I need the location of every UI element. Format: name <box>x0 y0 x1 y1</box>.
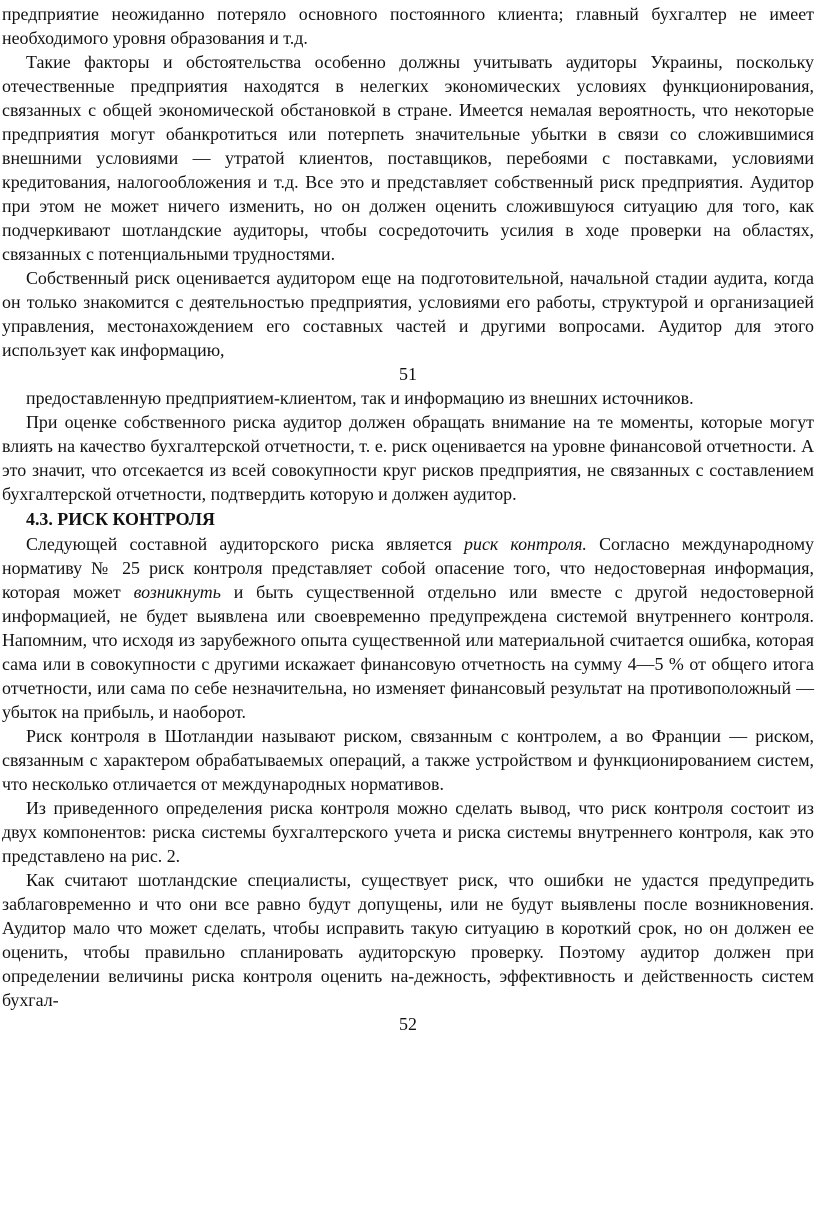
paragraph: Собственный риск оценивается аудитором еще на подготовительной, начальной стадии аудита, когда он только знакомится с деятельностью предприятия, условиями его работы, структурой и организацией управления, местонахождением его составных частей и другими вопросами. Аудитор для этого использует как информацию, <box>2 268 814 360</box>
emphasis-term: возникнуть <box>133 582 221 602</box>
paragraph: Как считают шотландские специалисты, существует риск, что ошибки не удастся предупредить заблаговременно и что они все равно будут допущены, или не будут выявлены после возникновения. Аудитор мало что может сделать, чтобы исправить такую ситуацию в короткий срок, но он должен ее оценить, чтобы правильно спланировать аудиторскую проверку. Поэтому аудитор должен при определении величины риска контроля оценить на-дежность, эффективность и действенность систем бухгал- <box>2 870 814 1010</box>
paragraph: предоставленную предприятием-клиентом, так и информацию из внешних источников. <box>26 388 694 408</box>
text-run: Согласно международному нормативу № 25 риск контроля представляет собой опасение того, что недостоверная информация, которая может <box>2 534 814 602</box>
text-run: Следующей составной аудиторского риска является <box>26 534 465 554</box>
page-number: 52 <box>399 1014 417 1034</box>
paragraph-continuation: предприятие неожиданно потеряло основного постоянного клиента; главный бухгалтер не имеет необходимого уровня образования и т.д. <box>2 4 814 48</box>
paragraph: При оценке собственного риска аудитор должен обращать внимание на те моменты, которые могут влиять на качество бухгалтерской отчетности, т. е. риск оценивается на уровне финансовой отчетности. А это значит, что отсекается из всей совокупности круг рисков предприятия, не связанных с составлением бухгалтерской отчетности, подтвердить которую и должен аудитор. <box>2 412 814 504</box>
emphasis-term: риск контроля. <box>464 534 587 554</box>
paragraph-control-risk-definition <box>2 532 814 724</box>
paragraph: Из приведенного определения риска контроля можно сделать вывод, что риск контроля состоит из двух компонентов: риска системы бухгалтерского учета и риска системы внутреннего контроля, как это представлено на рис. 2. <box>2 798 814 866</box>
text-run: и быть существенной отдельно или вместе с другой недостоверной информацией, не будет выявлена или своевременно предупреждена системой внутреннего контроля. Напомним, что исходя из зарубежного опыта существенной или материальной считается ошибка, которая сама или в совокупности с другими искажает финансовую отчетность на сумму 4—5 % от общего итога отчетности, или сама по себе незначительна, но изменяет финансовый результат на противоположный — убыток на прибыль, и наоборот. <box>2 582 814 722</box>
paragraph: Риск контроля в Шотландии называют риском, связанным с контролем, а во Франции — риском, связанным с характером обрабатываемых операций, а также устройством и функционированием систем, что несколько отличается от международных нормативов. <box>2 726 814 794</box>
page-number: 51 <box>399 364 417 384</box>
section-heading: 4.3. РИСК КОНТРОЛЯ <box>26 509 215 529</box>
paragraph: Такие факторы и обстоятельства особенно должны учитывать аудиторы Украины, поскольку отечественные предприятия находятся в нелегких экономических условиях функционирования, связанных с общей экономической обстановкой в стране. Имеется немалая вероятность, что некоторые предприятия могут обанкротиться или потерпеть значительные убытки в связи со сложившимися внешними условиями — утратой клиентов, поставщиков, перебоями с поставками, условиями кредитования, налогообложения и т.д. Все это и представляет собственный риск предприятия. Аудитор при этом не может ничего изменить, но он должен оценить сложившуюся ситуацию для того, как подчеркивают шотландские аудиторы, чтобы сосредоточить усилия в ходе проверки на областях, связанных с потенциальными трудностями. <box>2 52 814 264</box>
